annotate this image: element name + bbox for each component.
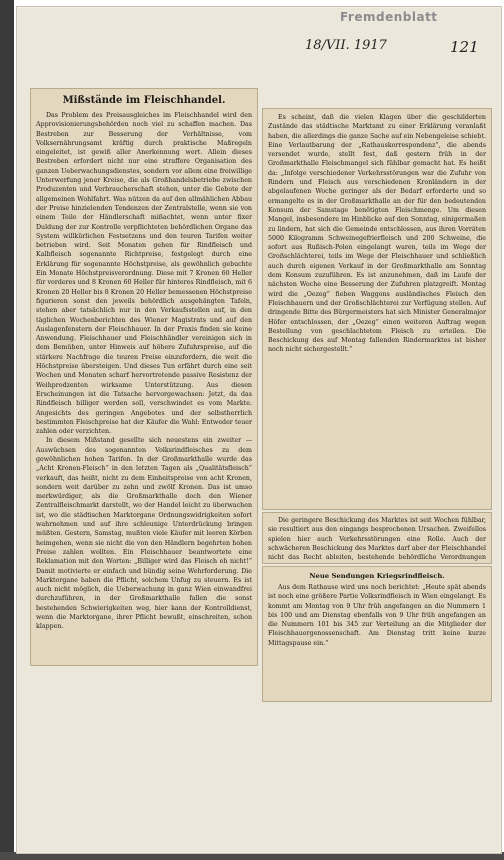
newspaper-stamp: Fremdenblatt xyxy=(340,10,438,24)
article-paragraph: Die geringere Beschickung des Marktes ist seit Wochen fühlbar, sie resultiert aus den eingangs besprochenen Ursachen. Zweifellos spielen hier auch Verkehrsstörungen eine Rolle. Auch der schwächeren Beschickung des Marktes darf aber der Fleischhandel nicht das Recht ableiten, bestehende behördliche Verordnungen xyxy=(268,517,486,562)
article-paragraph: Aus dem Rathause wird uns noch berichtet: „Heute spät abends ist noch eine größere Partie Volksrindfleisch in Wien eingelangt. Es kommt am Montag von 9 Uhr früh angefangen an die Nummern 1 bis 100 und am Dienstag ebenfalls von 9 Uhr früh angefangen an die Nummern 101 bis 345 zur Verteilung an die Mitglieder der Fleischhauergenossenschaft. Am Dienstag tritt keine kurze Mittagspause ein.“ xyxy=(268,584,486,647)
article-headline: Mißstände im Fleischhandel. xyxy=(62,95,226,106)
article-paragraph: Das Problem des Preisausgleiches im Fleischhandel wird den Approvisionierungsbehörden noch viel zu schaffen machen. Das Bestreben zur Besserung der Verhältnisse, vom Volksernährungsamt kräftig durch praktische Maßregeln eingeleitet, ist gewiß aller Anerkennung wert. Allein dieses Bestreben erfordert nicht nur eine straffere Organisation des ganzen Ueberwachungsdienstes, sondern vor allem eine freiwillige Unterwerfung jener Kreise, die als Großhandelsbetriebe zwischen Produzenten und Verbraucherschaft stehen, unter die Gebote der allgemeinen Wohlfahrt. Was nützen da auf den allmählichen Abbau der Preise hinzielenden Tendenzen der Zentralstelle, wenn sie von einem Teile der Händlerschaft mißachtet, wenn unter fixer Duldung der zur Kontrolle verpflichteten behördlichen Organe das System willkürlichen Festsetzens und den teuren Tarifen weiter betrieben wird. Seit Monaten gehen für Rindfleisch und Kalbfleisch sogenannte Richtpreise, festgelegt durch eine Erklärung für sogenannte Höchstpreise, als gewöhnlich gebuchte Ein Monate Höchstpreisverordnung. Diese mit 7 Kronen 60 Heller für vorderes und 8 Kronen 60 Heller für hinteres Rindfleisch, mit 6 Kronen 20 Heller bis 8 Kronen 20 Heller bemessenen Höchstpreise figurieren sonst den jeweils behördlich ausgehängten Tafeln, stehen aber tatsächlich nur in den Verkaufsstellen auf, in den täglichen Wochenberichten des Wiener Magistrats und auf den Auslagenfenstern der Fleischhauer. In der Praxis finden sie keine Anwendung. Fleischhauer und Fleischhändler vereinigen sich in dem Bemühen, unter Hinweis auf höhere Zufuhrspreise, auf die stärkere Nachfrage die teuren Preise einzufordern, die weit die Höchstpreise übersteigen. Und dieses Tun erfährt durch eine seit Wochen und Monaten scharf hervortretende passive Resistenz der Weihprodzenten wirksame Unterstützung. Aus diesen Erscheinungen ist die Tatsache hervorgewachsen: Jetzt, da das Rindfleisch billiger werden soll, verschwindet es vom Markte. Angesichts des geringen Angebotes und der selbstherrlich bestimmten Fleischpreise hat der Käufer die Wahl: Entweder teuer zahlen oder verzichten. xyxy=(36,112,252,436)
clipping-continuation xyxy=(262,108,492,510)
article-paragraph: Es scheint, daß die vielen Klagen über die geschilderten Zustände das städtische Marktamt zu einer Erklärung veranlaßt haben, die allerdings die ganze Sache auf ein Nebengeleise schiebt. Eine Verlautbarung der „Rathauskorrespondenz“, die abends versendet wurde, stellt fest, daß gestern früh in der Großmarkthalle Fleischmangel sich fühlbar gemacht hat. Es heißt da: „Infolge verschiedener Verkehrsstörungen war die Zufuhr von Rindern und Fleisch aus verschiedenen Kronländern in der abgelaufenen Woche geringer als der Bedarf erforderte und so ermangelte es in der Großmarkthalle an der für den bedeutenden Konsum der Samstage benötigten Fleischmenge. Um diesen Mangel, insbesondere im Hinblicke auf den Sonntag, einigermaßen zu lindern, hat sich die Gemeinde entschlossen, aus ihren Vorräten 5000 Kilogramm Schweinegefrierfleisch und 200 Schweine, die sofort aus Rußisch-Polen eingelangt waren, teils im Wege der Großschlächterei, teils im Wege der Fleischhauer und schließlich auch durch eigenen Verkauf in der Großmarkthalle am Sonntag dem Konsum zuzuführen. Es ist anzunehmen, daß im Laufe der nächsten Woche eine Besserung der Zufuhren platzgreift. Montag wird die „Oezeg“ fieben Waggons ausländisches Fleisch den Fleischhauern und der Großschlächterei zur Verfügung stellen. Auf dringende Bitte des Bürgermeisters hat sich Minister Generalmajor Höfer entschlossen, der „Oezeg“ einen weiteren Auftrag wegen Bestellung von geschlachtetem Fleisch zu erteilen. Die Beschickung des auf Montag fallenden Rindermarktes ist bisher noch nicht sichergestellt.“ xyxy=(268,114,486,354)
clipping-news-item xyxy=(262,566,492,702)
clipping-continuation xyxy=(262,512,492,564)
news-item-headline: Neue Sendungen Kriegsrindfleisch. xyxy=(309,572,445,580)
article-paragraph: In diesem Mißstand gesellte sich neuestens ein zweiter — Auswüchsen des sogenannten Volksrindfleisches zu dem gewöhnlichen hohen Tarifen. In der Großmarkthalle wurde das „Acht Kronen-Fleisch“ in den letzten Tagen als „Qualitätsfleisch“ verkauft, das heißt, nicht zu dem Einheitspreise von acht Kronen, sondern weit darüber zu zehn und zwölf Kronen. Das ist umso merkwürdiger, als die Großmarkthalle doch den Wiener Zentralfleischmarkt darstellt, wo der Handel leicht zu überwachen ist, wo die städtischen Marktorgane Ordnungswidrigkeiten sofort wahrnehmen und auf ihre schleunige Unterdrückung bringen müßten. Gestern, Samstag, mußten viele Käufer mit leeren Körben heimgehen, wenn sie nicht die von den Händlern begehrten hohen Preise zahlen wollten. Ein Fleischhauer beantwortete eine Reklamation mit den Worten: „Billiger wird das Fleisch eh nicht!“ Damit motivierte er einfach und bündig seine Wehrforderung. Die Marktorgane haben die Pflicht, solchem Unfug zu steuern. Es ist auch nicht möglich, die Ueberwachung in ganz Wien einwandfrei durchzuführen, in der Großmarkthalle fallen die sonst bestehenden Schwierigkeiten weg, hier kann der Kontrolldienst, wenn die Marktorgane, ihrer Pflicht bewußt, einschreiten, schon klappen. xyxy=(36,437,252,631)
folio-number: 121 xyxy=(450,38,479,56)
handwritten-date: 18/VII. 1917 xyxy=(305,38,387,53)
scanner-edge-strip xyxy=(0,0,14,860)
clipping-main-article xyxy=(30,88,258,666)
